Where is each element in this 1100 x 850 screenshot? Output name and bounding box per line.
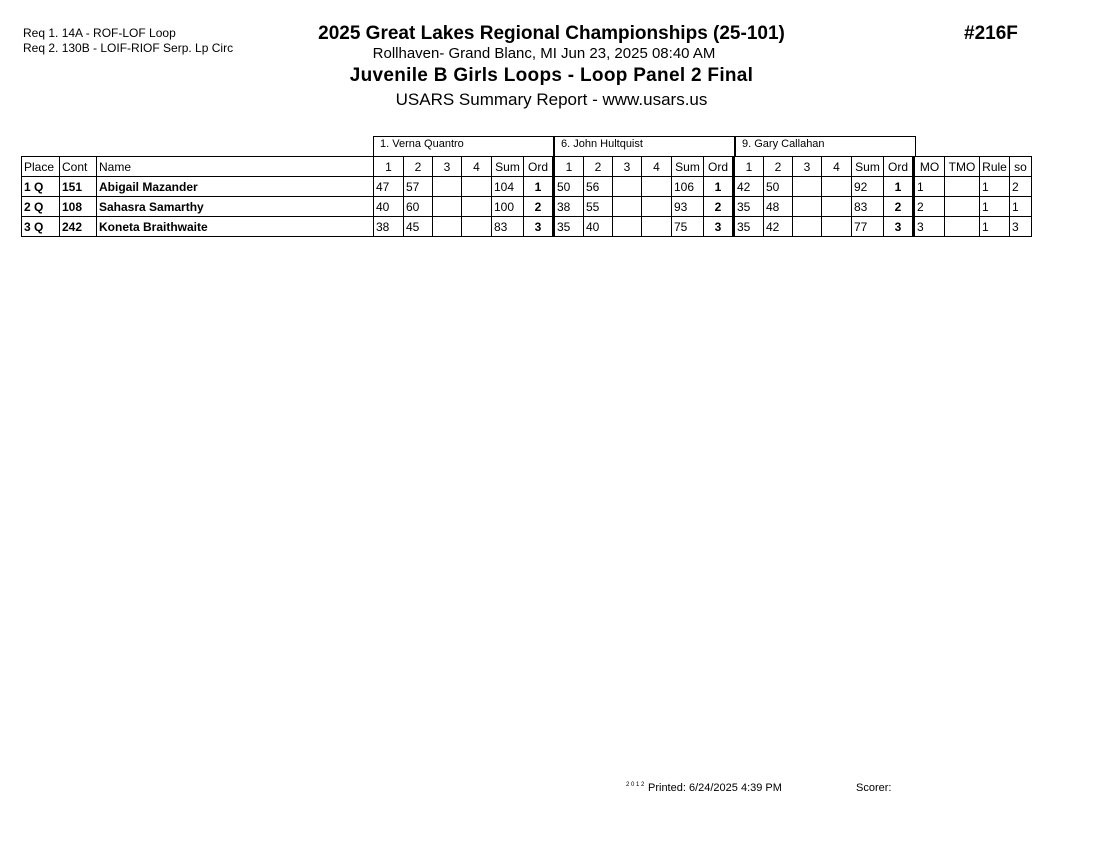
score-cell (462, 217, 492, 237)
col-j3-s3: 3 (793, 157, 822, 177)
col-j3-s4: 4 (822, 157, 852, 177)
score-cell: 55 (584, 197, 613, 217)
score-cell: 60 (404, 197, 433, 217)
sum-cell: 93 (672, 197, 704, 217)
score-cell (433, 217, 462, 237)
col-j1-s3: 3 (433, 157, 462, 177)
judge-name: 9. Gary Callahan (742, 138, 825, 150)
sum-cell: 75 (672, 217, 704, 237)
judge-name: 6. John Hultquist (561, 138, 643, 150)
tmo-cell (945, 217, 980, 237)
sum-cell: 104 (492, 177, 524, 197)
mo-cell: 2 (914, 197, 945, 217)
score-cell: 40 (374, 197, 404, 217)
sum-cell: 100 (492, 197, 524, 217)
col-mo: MO (914, 157, 945, 177)
col-j1-s4: 4 (462, 157, 492, 177)
requirement-2: Req 2. 130B - LOIF-RIOF Serp. Lp Circ (23, 41, 234, 55)
header-row (22, 157, 1032, 177)
score-cell (613, 197, 642, 217)
col-j2-s4: 4 (642, 157, 672, 177)
score-cell: 47 (374, 177, 404, 197)
ord-cell: 2 (524, 197, 554, 217)
score-cell (822, 177, 852, 197)
col-j1-sum: Sum (492, 157, 524, 177)
col-j2-s2: 2 (584, 157, 613, 177)
table-row (22, 217, 1032, 237)
skater-name: Abigail Mazander (97, 177, 374, 197)
cont-cell: 242 (60, 217, 97, 237)
score-cell (642, 197, 672, 217)
tmo-cell (945, 177, 980, 197)
score-cell (462, 177, 492, 197)
sum-cell: 83 (852, 197, 884, 217)
so-cell: 3 (1010, 217, 1032, 237)
sum-cell: 83 (492, 217, 524, 237)
score-cell (793, 177, 822, 197)
score-cell (642, 177, 672, 197)
judge-name: 1. Verna Quantro (380, 138, 464, 150)
judge-1-header (373, 136, 554, 156)
event-number: #216F (964, 23, 1018, 44)
score-cell (613, 217, 642, 237)
col-j1-s1: 1 (374, 157, 404, 177)
score-cell (793, 197, 822, 217)
sum-cell: 106 (672, 177, 704, 197)
sum-cell: 92 (852, 177, 884, 197)
so-cell: 2 (1010, 177, 1032, 197)
ord-cell: 3 (704, 217, 734, 237)
score-cell (822, 217, 852, 237)
judge-3-header (735, 136, 916, 156)
ord-cell: 2 (884, 197, 914, 217)
col-name: Name (97, 157, 374, 177)
score-cell (613, 177, 642, 197)
score-cell: 42 (764, 217, 793, 237)
place-cell: 1 Q (22, 177, 60, 197)
score-cell: 40 (584, 217, 613, 237)
event-title: Juvenile B Girls Loops - Loop Panel 2 Final (349, 65, 754, 86)
score-cell: 38 (554, 197, 584, 217)
rule-cell: 1 (980, 217, 1010, 237)
mo-cell: 3 (914, 217, 945, 237)
ord-cell: 1 (704, 177, 734, 197)
ord-cell: 3 (884, 217, 914, 237)
skater-name: Koneta Braithwaite (97, 217, 374, 237)
score-cell: 57 (404, 177, 433, 197)
col-j1-ord: Ord (524, 157, 554, 177)
place-cell: 3 Q (22, 217, 60, 237)
score-cell: 48 (764, 197, 793, 217)
score-cell (462, 197, 492, 217)
score-cell: 50 (554, 177, 584, 197)
footer-code: 2 0 1 2 (626, 782, 645, 788)
score-cell: 45 (404, 217, 433, 237)
score-cell: 56 (584, 177, 613, 197)
judge-2-header (554, 136, 735, 156)
mo-cell: 1 (914, 177, 945, 197)
rule-cell: 1 (980, 177, 1010, 197)
ord-cell: 2 (704, 197, 734, 217)
score-cell (642, 217, 672, 237)
col-j3-s2: 2 (764, 157, 793, 177)
score-cell: 35 (734, 197, 764, 217)
col-so: so (1010, 157, 1032, 177)
place-cell: 2 Q (22, 197, 60, 217)
col-j2-s3: 3 (613, 157, 642, 177)
tmo-cell (945, 197, 980, 217)
col-j3-sum: Sum (852, 157, 884, 177)
score-cell (433, 197, 462, 217)
ord-cell: 3 (524, 217, 554, 237)
cont-cell: 151 (60, 177, 97, 197)
score-cell (433, 177, 462, 197)
score-cell (793, 217, 822, 237)
col-j2-sum: Sum (672, 157, 704, 177)
score-cell: 35 (734, 217, 764, 237)
col-j1-s2: 2 (404, 157, 433, 177)
col-tmo: TMO (945, 157, 980, 177)
ord-cell: 1 (524, 177, 554, 197)
competition-title: 2025 Great Lakes Regional Championships (25-101) (318, 23, 785, 44)
results-table (21, 156, 1032, 237)
ord-cell: 1 (884, 177, 914, 197)
table-row (22, 197, 1032, 217)
table-row (22, 177, 1032, 197)
score-cell (822, 197, 852, 217)
report-title: USARS Summary Report - www.usars.us (395, 90, 708, 109)
cont-cell: 108 (60, 197, 97, 217)
col-j3-s1: 1 (734, 157, 764, 177)
sum-cell: 77 (852, 217, 884, 237)
score-cell: 38 (374, 217, 404, 237)
score-cell: 42 (734, 177, 764, 197)
scorer-label: Scorer: (856, 782, 892, 794)
col-cont: Cont (60, 157, 97, 177)
col-rule: Rule (980, 157, 1010, 177)
rule-cell: 1 (980, 197, 1010, 217)
so-cell: 1 (1010, 197, 1032, 217)
printed-timestamp: Printed: 6/24/2025 4:39 PM (648, 782, 782, 794)
skater-name: Sahasra Samarthy (97, 197, 374, 217)
location-date: Rollhaven- Grand Blanc, MI Jun 23, 2025 08:40 AM (372, 45, 716, 62)
score-cell: 50 (764, 177, 793, 197)
col-place: Place (22, 157, 60, 177)
col-j3-ord: Ord (884, 157, 914, 177)
requirement-1: Req 1. 14A - ROF-LOF Loop (23, 26, 176, 40)
col-j2-s1: 1 (554, 157, 584, 177)
col-j2-ord: Ord (704, 157, 734, 177)
score-cell: 35 (554, 217, 584, 237)
